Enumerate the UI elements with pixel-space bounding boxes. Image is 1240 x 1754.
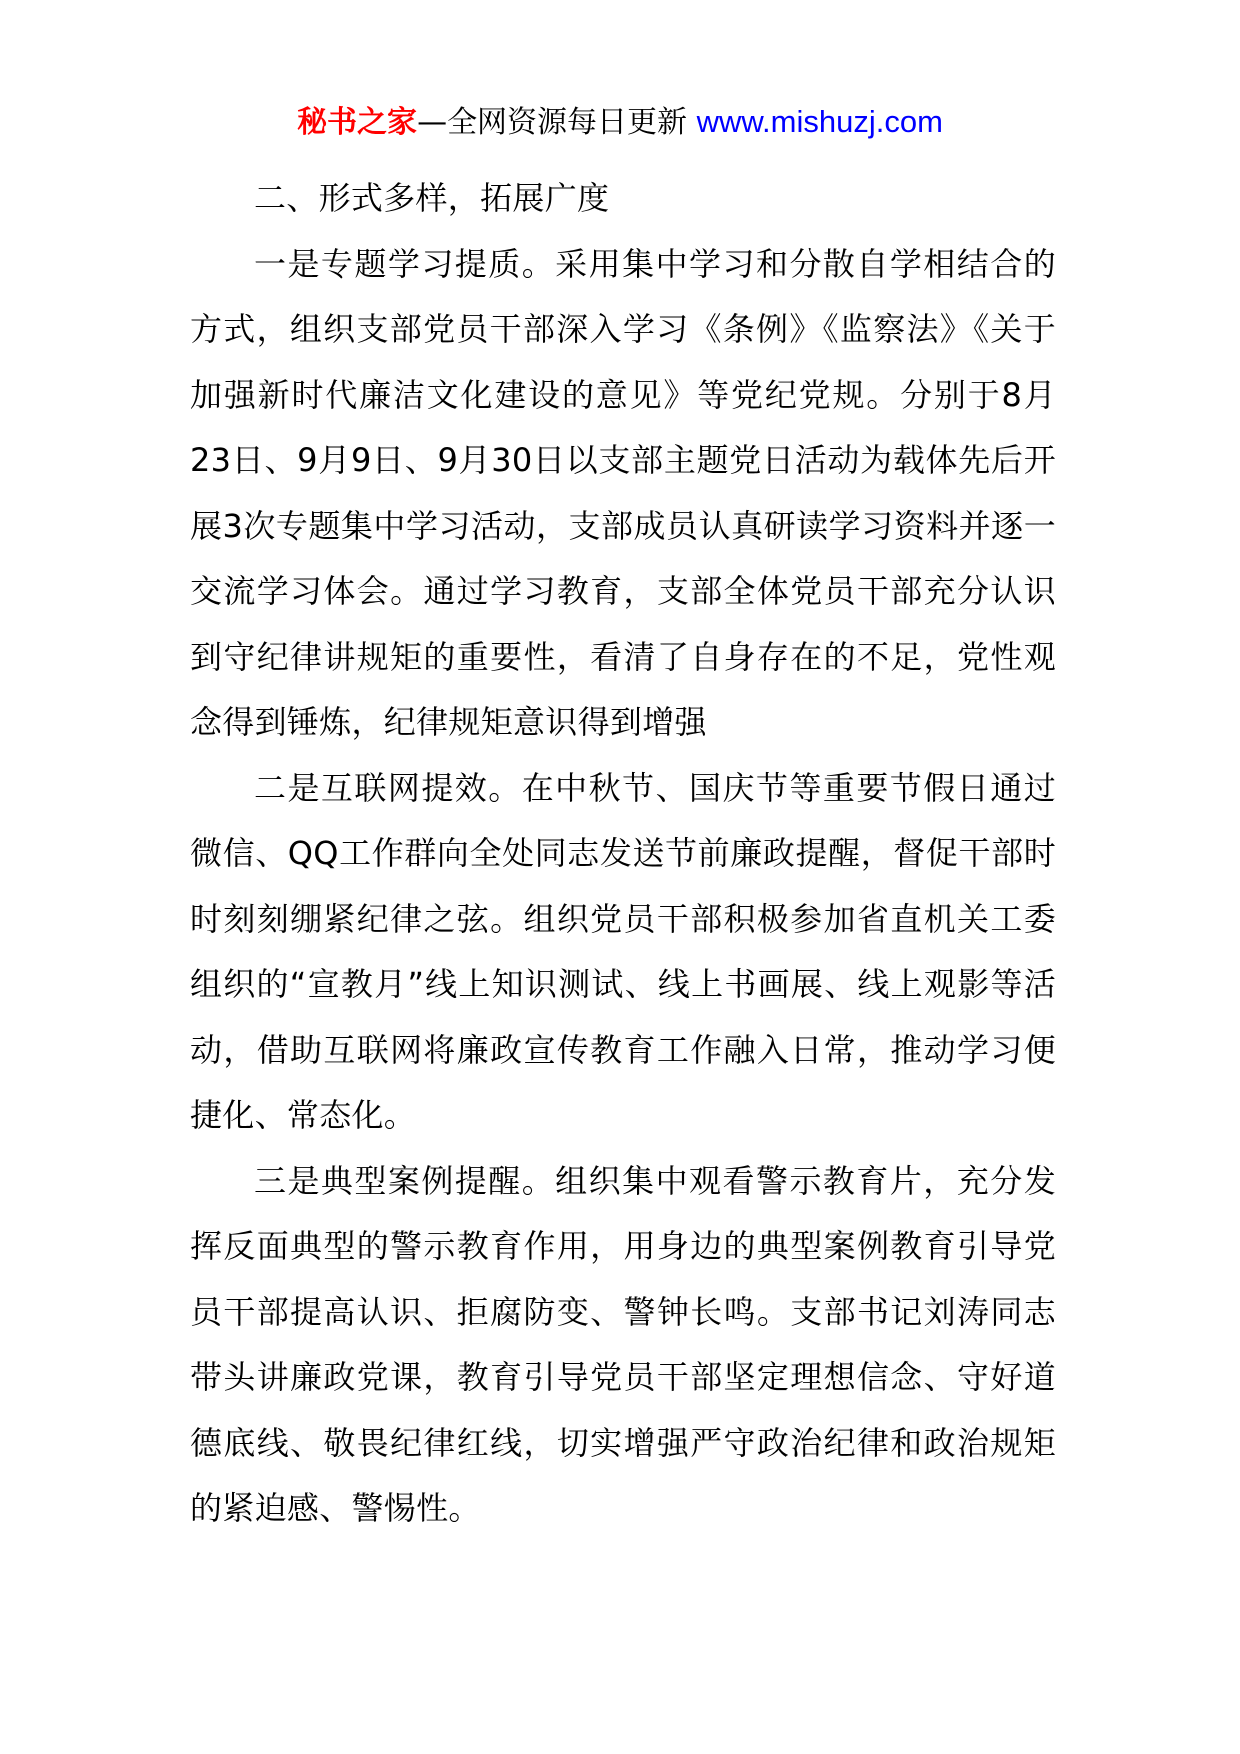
- brand-name: 秘书之家: [297, 105, 418, 140]
- paragraph-internet: 二是互联网提效。在中秋节、国庆节等重要节假日通过微信、QQ工作群向全处同志发送节前廉政提醒，督促干部时时刻刻绷紧纪律之弦。组织党员干部积极参加省直机关工委组织的“宣教月”线上知识测试、线上书画展、线上观影等活动，借助互联网将廉政宣传教育工作融入日常，推动学习便捷化、常态化。: [190, 768, 1056, 1134]
- document-body: [190, 166, 1056, 1542]
- page-header: [0, 100, 1240, 145]
- section-heading: 二、形式多样，拓展广度: [254, 179, 610, 217]
- site-link[interactable]: www.mishuzj.com: [696, 104, 943, 139]
- paragraph-study: 一是专题学习提质。采用集中学习和分散自学相结合的方式，组织支部党员干部深入学习《条例》《监察法》《关于加强新时代廉洁文化建设的意见》等党纪党规。分别于8月23日、9月9日、9月30日以支部主题党日活动为载体先后开展3次专题集中学习活动，支部成员认真研读学习资料并逐一交流学习体会。通过学习教育，支部全体党员干部充分认识到守纪律讲规矩的重要性，看清了自身存在的不足，党性观念得到锤炼，纪律规矩意识得到增强: [190, 244, 1056, 741]
- header-tagline: —全网资源每日更新: [417, 105, 688, 140]
- paragraph-case-warning: 三是典型案例提醒。组织集中观看警示教育片，充分发挥反面典型的警示教育作用，用身边的典型案例教育引导党员干部提高认识、拒腐防变、警钟长鸣。支部书记刘涛同志带头讲廉政党课，教育引导党员干部坚定理想信念、守好道德底线、敬畏纪律红线，切实增强严守政治纪律和政治规矩的紧迫感、警惕性。: [190, 1161, 1056, 1527]
